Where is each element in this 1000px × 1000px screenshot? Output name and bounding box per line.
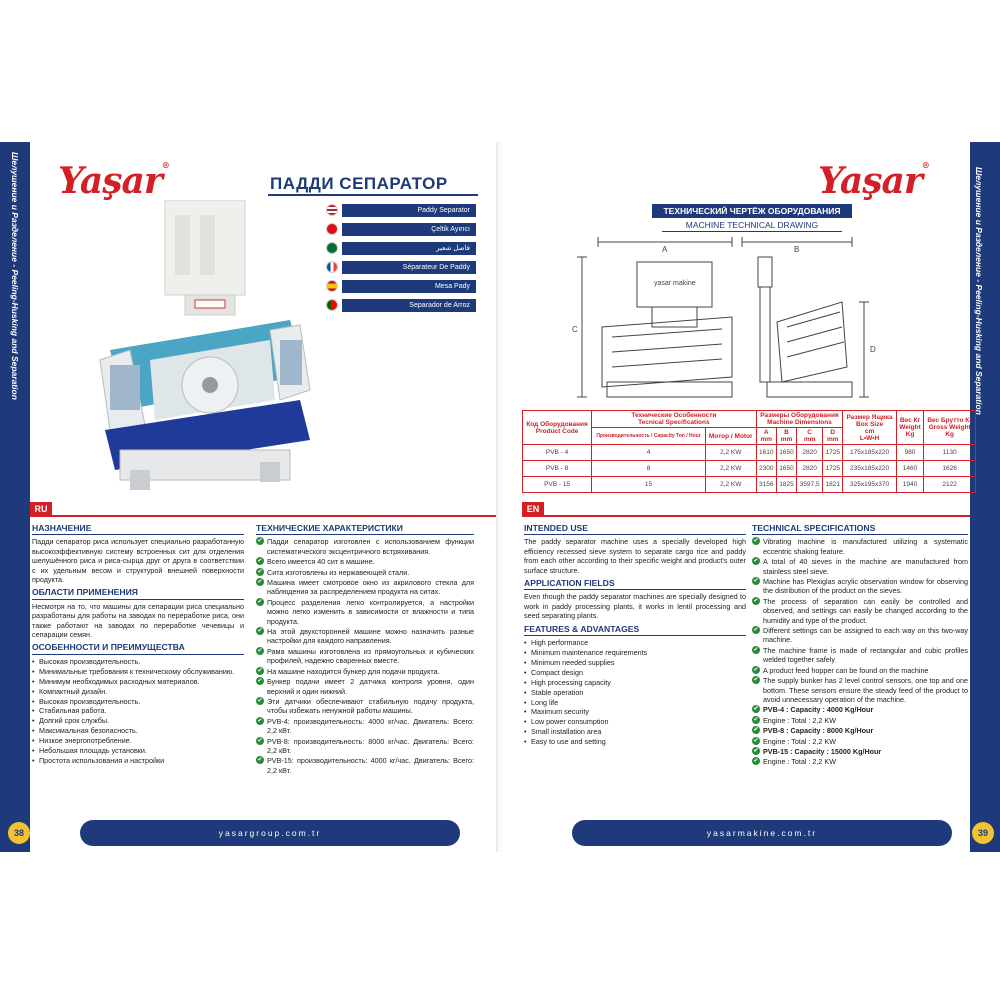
table-cell: PVB - 8 <box>523 461 592 477</box>
table-cell: 1650 <box>776 461 796 477</box>
table-header <box>843 411 896 445</box>
list-item: ✔ PVB-4 : Capacity : 4000 Kg/Hour <box>752 705 968 714</box>
logo-text: Yaşar <box>58 160 162 202</box>
list-item: ✔ PVB-15 : Capacity : 15000 Kg/Hour <box>752 747 968 756</box>
us-flag-icon <box>326 204 338 216</box>
paragraph: Even though the paddy separator machines are specially designed to work in paddy processing plants, it works in lentil processing and seed separating plants. <box>524 592 746 621</box>
header-col: A <box>763 429 769 436</box>
page-title: ПАДДИ СЕПАРАТОР <box>270 174 448 193</box>
dimension-label: C <box>572 325 578 334</box>
list-item: • Minimum maintenance requirements <box>524 648 746 657</box>
table-cell: PVB - 15 <box>523 477 592 493</box>
footer-website[interactable]: yasargroup.com.tr <box>80 820 460 846</box>
tag-rule <box>522 515 970 517</box>
es-flag-icon <box>326 280 338 292</box>
table-cell: 175x185x220 <box>843 445 896 461</box>
right-column-1 <box>524 522 746 747</box>
list-item: ✔ На этой двухсторонней машине можно назначить разные настройки для каждого направления. <box>256 627 474 646</box>
feature-list <box>32 657 244 765</box>
list-item: ✔ The process of separation can easily be controlled and observed, and settings can easily be changed according to the humidity and type of the product. <box>752 597 968 625</box>
header-ru: Технические Особенности <box>631 412 717 419</box>
brand-logo <box>58 160 169 202</box>
header-ru: Код Оборудования <box>526 420 588 428</box>
list-item: ✔ Рама машины изготовлена из прямоугольных и кубических профилей, надежно сваренных вместе. <box>256 647 474 666</box>
side-strip-right <box>970 142 1000 852</box>
list-item: ✔ Vibrating machine is manufactured utilizing a systematic eccentric shaking feature. <box>752 537 968 556</box>
header-unit: mm <box>826 436 839 443</box>
table-cell: 1725 <box>823 461 843 477</box>
list-item: • Минимальные требования к техническому обслуживанию. <box>32 667 244 676</box>
list-item: • High performance <box>524 638 746 647</box>
language-row <box>326 202 476 218</box>
side-text: Шелушение и Разделение - Peeling-Husking and Separation <box>10 152 20 400</box>
section-heading: ТЕХНИЧЕСКИЕ ХАРАКТЕРИСТИКИ <box>256 524 474 535</box>
left-column-1 <box>32 522 244 766</box>
language-label: فاصل شعير <box>342 242 476 255</box>
table-cell: 2820 <box>797 445 823 461</box>
language-label: Separador de Arroz <box>342 299 476 312</box>
list-item: ✔ PVB-15: производительность: 4000 кг/час. Двигатель: Всего: 2,2 кВт. <box>256 756 474 775</box>
list-item: ✔ Машина имеет смотровое окно из акрилового стекла для наблюдения за распределением продукта на ситах. <box>256 578 474 597</box>
table-cell: 1626 <box>924 461 976 477</box>
registered-mark: ® <box>921 160 929 170</box>
list-item: ✔ Different settings can be assigned to each way on this two-way machine. <box>752 626 968 645</box>
side-text: Шелушение и Разделение - Peeling-Husking and Separation <box>974 167 984 415</box>
right-page <box>502 142 1000 852</box>
table-cell: 1821 <box>823 477 843 493</box>
section-heading: ОСОБЕННОСТИ И ПРЕИМУЩЕСТВА <box>32 643 244 654</box>
header-unit: mm <box>803 436 816 443</box>
language-row <box>326 221 476 237</box>
table-cell: 2820 <box>797 461 823 477</box>
table-cell: 1130 <box>924 445 976 461</box>
table-header: Мотор / Motor <box>705 428 756 445</box>
header-col: B <box>784 429 789 436</box>
list-item: ✔ Всего имеется 40 сит в машине. <box>256 557 474 566</box>
list-item: ✔ Бункер подачи имеет 2 датчика контроля уровня, один верхний и один нижний. <box>256 677 474 696</box>
table-row <box>523 461 976 477</box>
header-ru: Размеры Оборудования <box>760 412 839 419</box>
list-item: • Minimum needed supplies <box>524 658 746 667</box>
table-cell: 8 <box>592 461 706 477</box>
header-col: D <box>830 429 836 436</box>
header-en: Product Code <box>535 427 579 435</box>
list-item: ✔ Engine : Total : 2,2 KW <box>752 716 968 725</box>
table-cell: 4 <box>592 445 706 461</box>
list-item: ✔ Engine : Total : 2,2 KW <box>752 737 968 746</box>
table-cell: 1650 <box>776 445 796 461</box>
header-unit: L•W•H <box>859 434 880 442</box>
sa-flag-icon <box>326 242 338 254</box>
table-cell: 1725 <box>823 445 843 461</box>
header-en: Weight <box>899 424 921 431</box>
list-item: ✔ PVB-4: производительность: 4000 кг/час. Двигатель: Всего: 2,2 кВт. <box>256 717 474 736</box>
header-unit: mm <box>780 436 793 443</box>
list-item: ✔ Эти датчики обеспечивают стабильную подачу продукта, чтобы избежать ненужной работы машины. <box>256 697 474 716</box>
list-item: ✔ На машине находится бункер для подачи продукта. <box>256 667 474 676</box>
table-header <box>756 428 776 445</box>
section-heading: НАЗНАЧЕНИЕ <box>32 524 244 535</box>
table-header-row <box>523 411 976 428</box>
table-cell: PVB - 4 <box>523 445 592 461</box>
language-row <box>326 297 476 313</box>
list-item: ✔ A total of 40 sieves in the machine are manufactured from stainless steel sieve. <box>752 557 968 576</box>
drawing-brand-label: yasar makine <box>654 280 696 287</box>
table-cell: 1610 <box>756 445 776 461</box>
drawing-title-ru: ТЕХНИЧЕСКИЙ ЧЕРТЁЖ ОБОРУДОВАНИЯ <box>652 204 852 218</box>
section-heading: ОБЛАСТИ ПРИМЕНЕНИЯ <box>32 588 244 599</box>
language-label: Séparateur De Paddy <box>342 261 476 274</box>
spec-list <box>752 537 968 766</box>
table-cell: 2,2 KW <box>705 445 756 461</box>
list-item: • Небольшая площадь установки. <box>32 746 244 755</box>
list-item: ✔ Падди сепаратор изготовлен с использованием функции систематического эксцентричного встряхивания. <box>256 537 474 556</box>
table-cell: 325x195x370 <box>843 477 896 493</box>
list-item: • Stable operation <box>524 688 746 697</box>
language-label: Çeltik Ayırıcı <box>342 223 476 236</box>
header-unit: Kg <box>945 431 954 438</box>
table-cell: 2,2 KW <box>705 477 756 493</box>
list-item: • Высокая производительность. <box>32 697 244 706</box>
header-col: C <box>807 429 812 436</box>
header-en: Box Size <box>856 420 884 428</box>
table-cell: 1460 <box>896 461 924 477</box>
table-header: Производительность / Capacity Ton / Hour <box>592 428 706 445</box>
section-heading: TECHNICAL SPECIFICATIONS <box>752 524 968 535</box>
list-item: ✔ Сита изготовлены из нержавеющей стали. <box>256 568 474 577</box>
dimension-label: D <box>870 345 876 354</box>
section-heading: APPLICATION FIELDS <box>524 579 746 590</box>
section-heading: FEATURES & ADVANTAGES <box>524 625 746 636</box>
language-list <box>326 202 476 316</box>
technical-drawing <box>572 237 932 407</box>
header-ru: Вес Брутто Кг <box>927 417 972 424</box>
tag-rule <box>30 515 498 517</box>
language-label: Paddy Separator <box>342 204 476 217</box>
list-item: • Низкое энергопотребление. <box>32 736 244 745</box>
list-item: • Maximum security <box>524 707 746 716</box>
right-column-2 <box>752 522 968 768</box>
language-tag: RU <box>30 502 52 516</box>
table-cell: 980 <box>896 445 924 461</box>
language-row <box>326 259 476 275</box>
machine-photo <box>90 200 320 500</box>
registered-mark: ® <box>161 160 169 170</box>
language-label: Mesa Pady <box>342 280 476 293</box>
paragraph: Несмотря на то, что машины для сепарации риса специально разработаны для работы на заводах по переработке риса, они также работают на заводах по переработке чечевицы и сепарации семян. <box>32 601 244 640</box>
list-item: ✔ The machine frame is made of rectangular and cubic profiles welded together safely <box>752 646 968 665</box>
spec-table <box>522 410 976 493</box>
page-number: 39 <box>972 822 994 844</box>
header-en: Tecnical Specifications <box>638 419 710 426</box>
table-cell: 1825 <box>776 477 796 493</box>
header-en: Gross Weight <box>928 424 971 431</box>
table-cell: 3597,5 <box>797 477 823 493</box>
list-item: ✔ The supply bunker has 2 level control sensors, one top and one bottom. These sensors ensure the steady feed of the product to avoid unnecessary operation of the machine. <box>752 676 968 704</box>
table-header <box>797 428 823 445</box>
list-item: • Максимальная безопасность. <box>32 726 244 735</box>
list-item: • Easy to use and setting <box>524 737 746 746</box>
list-item: ✔ Machine has Plexiglas acrylic observation window for observing the distribution of the product on the sieves. <box>752 577 968 596</box>
table-cell: 235x185x220 <box>843 461 896 477</box>
table-header <box>592 411 756 428</box>
language-row <box>326 240 476 256</box>
table-row <box>523 477 976 493</box>
pt-flag-icon <box>326 299 338 311</box>
table-cell: 2122 <box>924 477 976 493</box>
logo-text: Yaşar <box>818 160 922 202</box>
header-ru: Вес Кг <box>899 417 921 424</box>
side-strip-left <box>0 142 30 852</box>
table-header <box>523 411 592 445</box>
left-column-2 <box>256 522 474 776</box>
table-header <box>924 411 976 445</box>
header-unit: cm <box>864 427 875 435</box>
table-header <box>776 428 796 445</box>
drawing-title-en: MACHINE TECHNICAL DRAWING <box>662 220 842 232</box>
footer-website[interactable]: yasarmakine.com.tr <box>572 820 952 846</box>
table-row <box>523 445 976 461</box>
list-item: ✔ Engine : Total : 2,2 KW <box>752 757 968 766</box>
list-item: • Long life <box>524 698 746 707</box>
fr-flag-icon <box>326 261 338 273</box>
list-item: • Стабильная работа. <box>32 706 244 715</box>
header-ru: Размер Ящика <box>846 413 893 421</box>
paragraph: The paddy separator machine uses a specially developed high efficiency recessed sieve system to separate cargo rice and paddy from each other according to their specific weight and product's outer surface structure. <box>524 537 746 575</box>
title-underline <box>268 194 478 196</box>
paragraph: Падди сепаратор риса использует специально разработанную высокоэффективную систему встроенных сит для отделения шелушённого риса и риса-сырца друг от друга в соответствии с их удельным весом и структурой внешней поверхности продукта. <box>32 537 244 585</box>
language-tag: EN <box>522 502 544 516</box>
list-item: ✔ A product feed hopper can be found on the machine <box>752 666 968 675</box>
brand-logo <box>818 160 929 202</box>
table-cell: 15 <box>592 477 706 493</box>
list-item: • Минимум необходимых расходных материалов. <box>32 677 244 686</box>
page-number: 38 <box>8 822 30 844</box>
list-item: • Low power consumption <box>524 717 746 726</box>
left-page <box>0 142 498 852</box>
header-unit: mm <box>760 436 772 443</box>
list-item: • Долгий срок службы. <box>32 716 244 725</box>
list-item: • Compact design <box>524 668 746 677</box>
dimension-label: B <box>794 245 800 254</box>
list-item: • High processing capacity <box>524 678 746 687</box>
list-item: • Компактный дизайн. <box>32 687 244 696</box>
list-item: • Small installation area <box>524 727 746 736</box>
list-item: ✔ PVB-8 : Capacity : 8000 Kg/Hour <box>752 726 968 735</box>
header-unit: Kg <box>905 431 915 438</box>
tr-flag-icon <box>326 223 338 235</box>
table-header <box>823 428 843 445</box>
table-cell: 2,2 KW <box>705 461 756 477</box>
table-header <box>756 411 843 428</box>
table-cell: 2300 <box>756 461 776 477</box>
table-cell: 1940 <box>896 477 924 493</box>
feature-list <box>524 638 746 746</box>
language-row <box>326 278 476 294</box>
table-header <box>896 411 924 445</box>
list-item: ✔ Процесс разделения легко контролируется, а настройки можно легко изменить в зависимости от влажности и типа продукта. <box>256 598 474 626</box>
list-item: • Простота использования и настройки <box>32 756 244 765</box>
section-heading: INTENDED USE <box>524 524 746 535</box>
table-cell: 3156 <box>756 477 776 493</box>
dimension-label: A <box>662 245 668 254</box>
spec-list <box>256 537 474 775</box>
list-item: • Высокая производительность. <box>32 657 244 666</box>
header-en: Machine Dimensions <box>767 419 832 426</box>
list-item: ✔ PVB-8: производительность: 8000 кг/час. Двигатель: Всего: 2,2 кВт. <box>256 737 474 756</box>
